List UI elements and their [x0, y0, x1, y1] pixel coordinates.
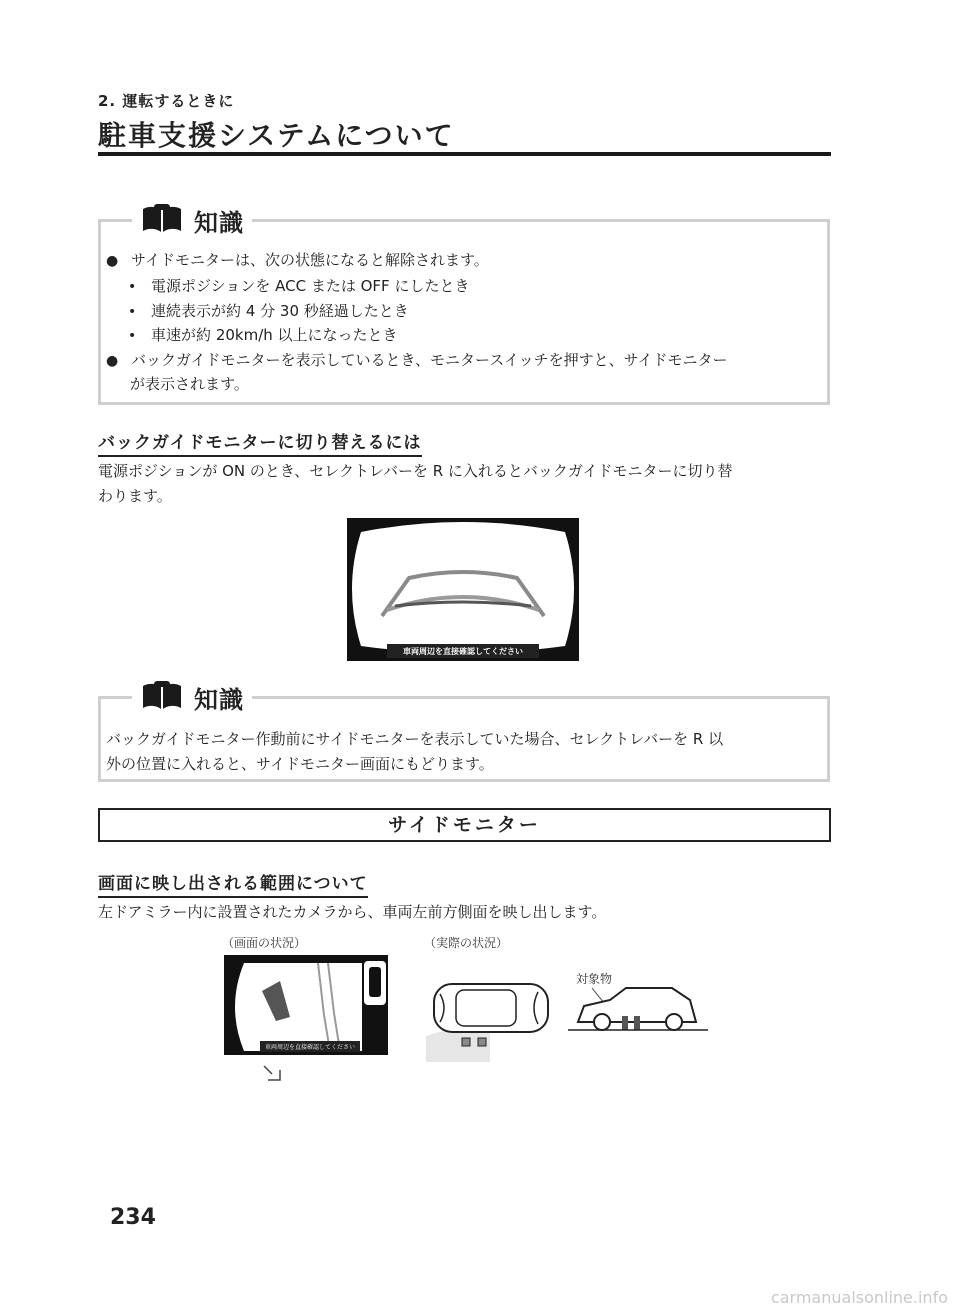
monitor-caption: 車両周辺を直接確認してください	[403, 647, 523, 656]
note1-line	[106, 249, 489, 272]
note1-text: 連続表示が約 4 分 30 秒経過したとき	[151, 302, 409, 320]
bullet-marker: •	[128, 304, 137, 320]
note1-text: が表示されます。	[130, 375, 249, 393]
note1-text: 電源ポジションを ACC または OFF にしたとき	[151, 277, 470, 295]
note1-line	[128, 324, 398, 347]
note1-text: バックガイドモニターを表示しているとき、モニタースイッチを押すと、サイドモニター	[131, 351, 728, 369]
car-side-view-image	[568, 984, 708, 1034]
book-icon	[140, 204, 184, 238]
note1-line	[130, 373, 249, 395]
note1-line	[128, 275, 469, 298]
page-number: 234	[110, 1205, 156, 1230]
note1-text: 車速が約 20km/h 以上になったとき	[151, 326, 398, 344]
side-monitor-caption: 車両周辺を直接確認してください	[264, 1044, 356, 1051]
note1-line	[106, 349, 728, 372]
knowledge-note-1-heading	[132, 203, 252, 238]
note2-line2: 外の位置に入れると、サイドモニター画面にもどります。	[106, 755, 494, 773]
side-monitor-box-title: サイドモニター	[98, 808, 831, 842]
bullet-marker: •	[128, 279, 137, 295]
bullet-marker: ●	[106, 353, 119, 369]
bullet-marker: ●	[106, 253, 119, 269]
side-monitor-screen-image	[224, 955, 388, 1055]
note2-line1: バックガイドモニター作動前にサイドモニターを表示していた場合、セレクトレバーを R 以	[106, 730, 724, 748]
camera-symbol	[262, 1064, 284, 1086]
note1-text: サイドモニターは、次の状態になると解除されます。	[131, 251, 489, 269]
book-icon	[140, 681, 184, 715]
section1-body-line2: わります。	[98, 487, 172, 505]
knowledge-note-2-heading	[132, 680, 252, 715]
breadcrumb: 2. 運転するときに	[98, 92, 235, 110]
caption-screen: （画面の状況）	[222, 936, 307, 950]
side-monitor-body: 左ドアミラー内に設置されたカメラから、車両左前方側面を映し出します。	[98, 903, 607, 921]
object-label: 対象物	[576, 972, 613, 986]
section-heading-back-guide: バックガイドモニターに切り替えるには	[98, 428, 422, 457]
section1-body-line1: 電源ポジションが ON のとき、セレクトレバーを R に入れるとバックガイドモニターに切り替	[98, 462, 733, 480]
watermark: carmanualsonline.info	[770, 1288, 948, 1307]
page-title: 駐車支援システムについて	[98, 119, 455, 152]
title-rule	[98, 152, 831, 156]
knowledge-heading: 知識	[194, 686, 244, 714]
section-heading-display-range: 画面に映し出される範囲について	[98, 869, 368, 898]
note1-line	[128, 300, 409, 323]
car-top-view-image	[420, 970, 560, 1062]
back-guide-monitor-image	[347, 518, 579, 661]
caption-actual: （実際の状況）	[424, 936, 509, 950]
bullet-marker: •	[128, 328, 137, 344]
knowledge-heading: 知識	[194, 209, 244, 237]
